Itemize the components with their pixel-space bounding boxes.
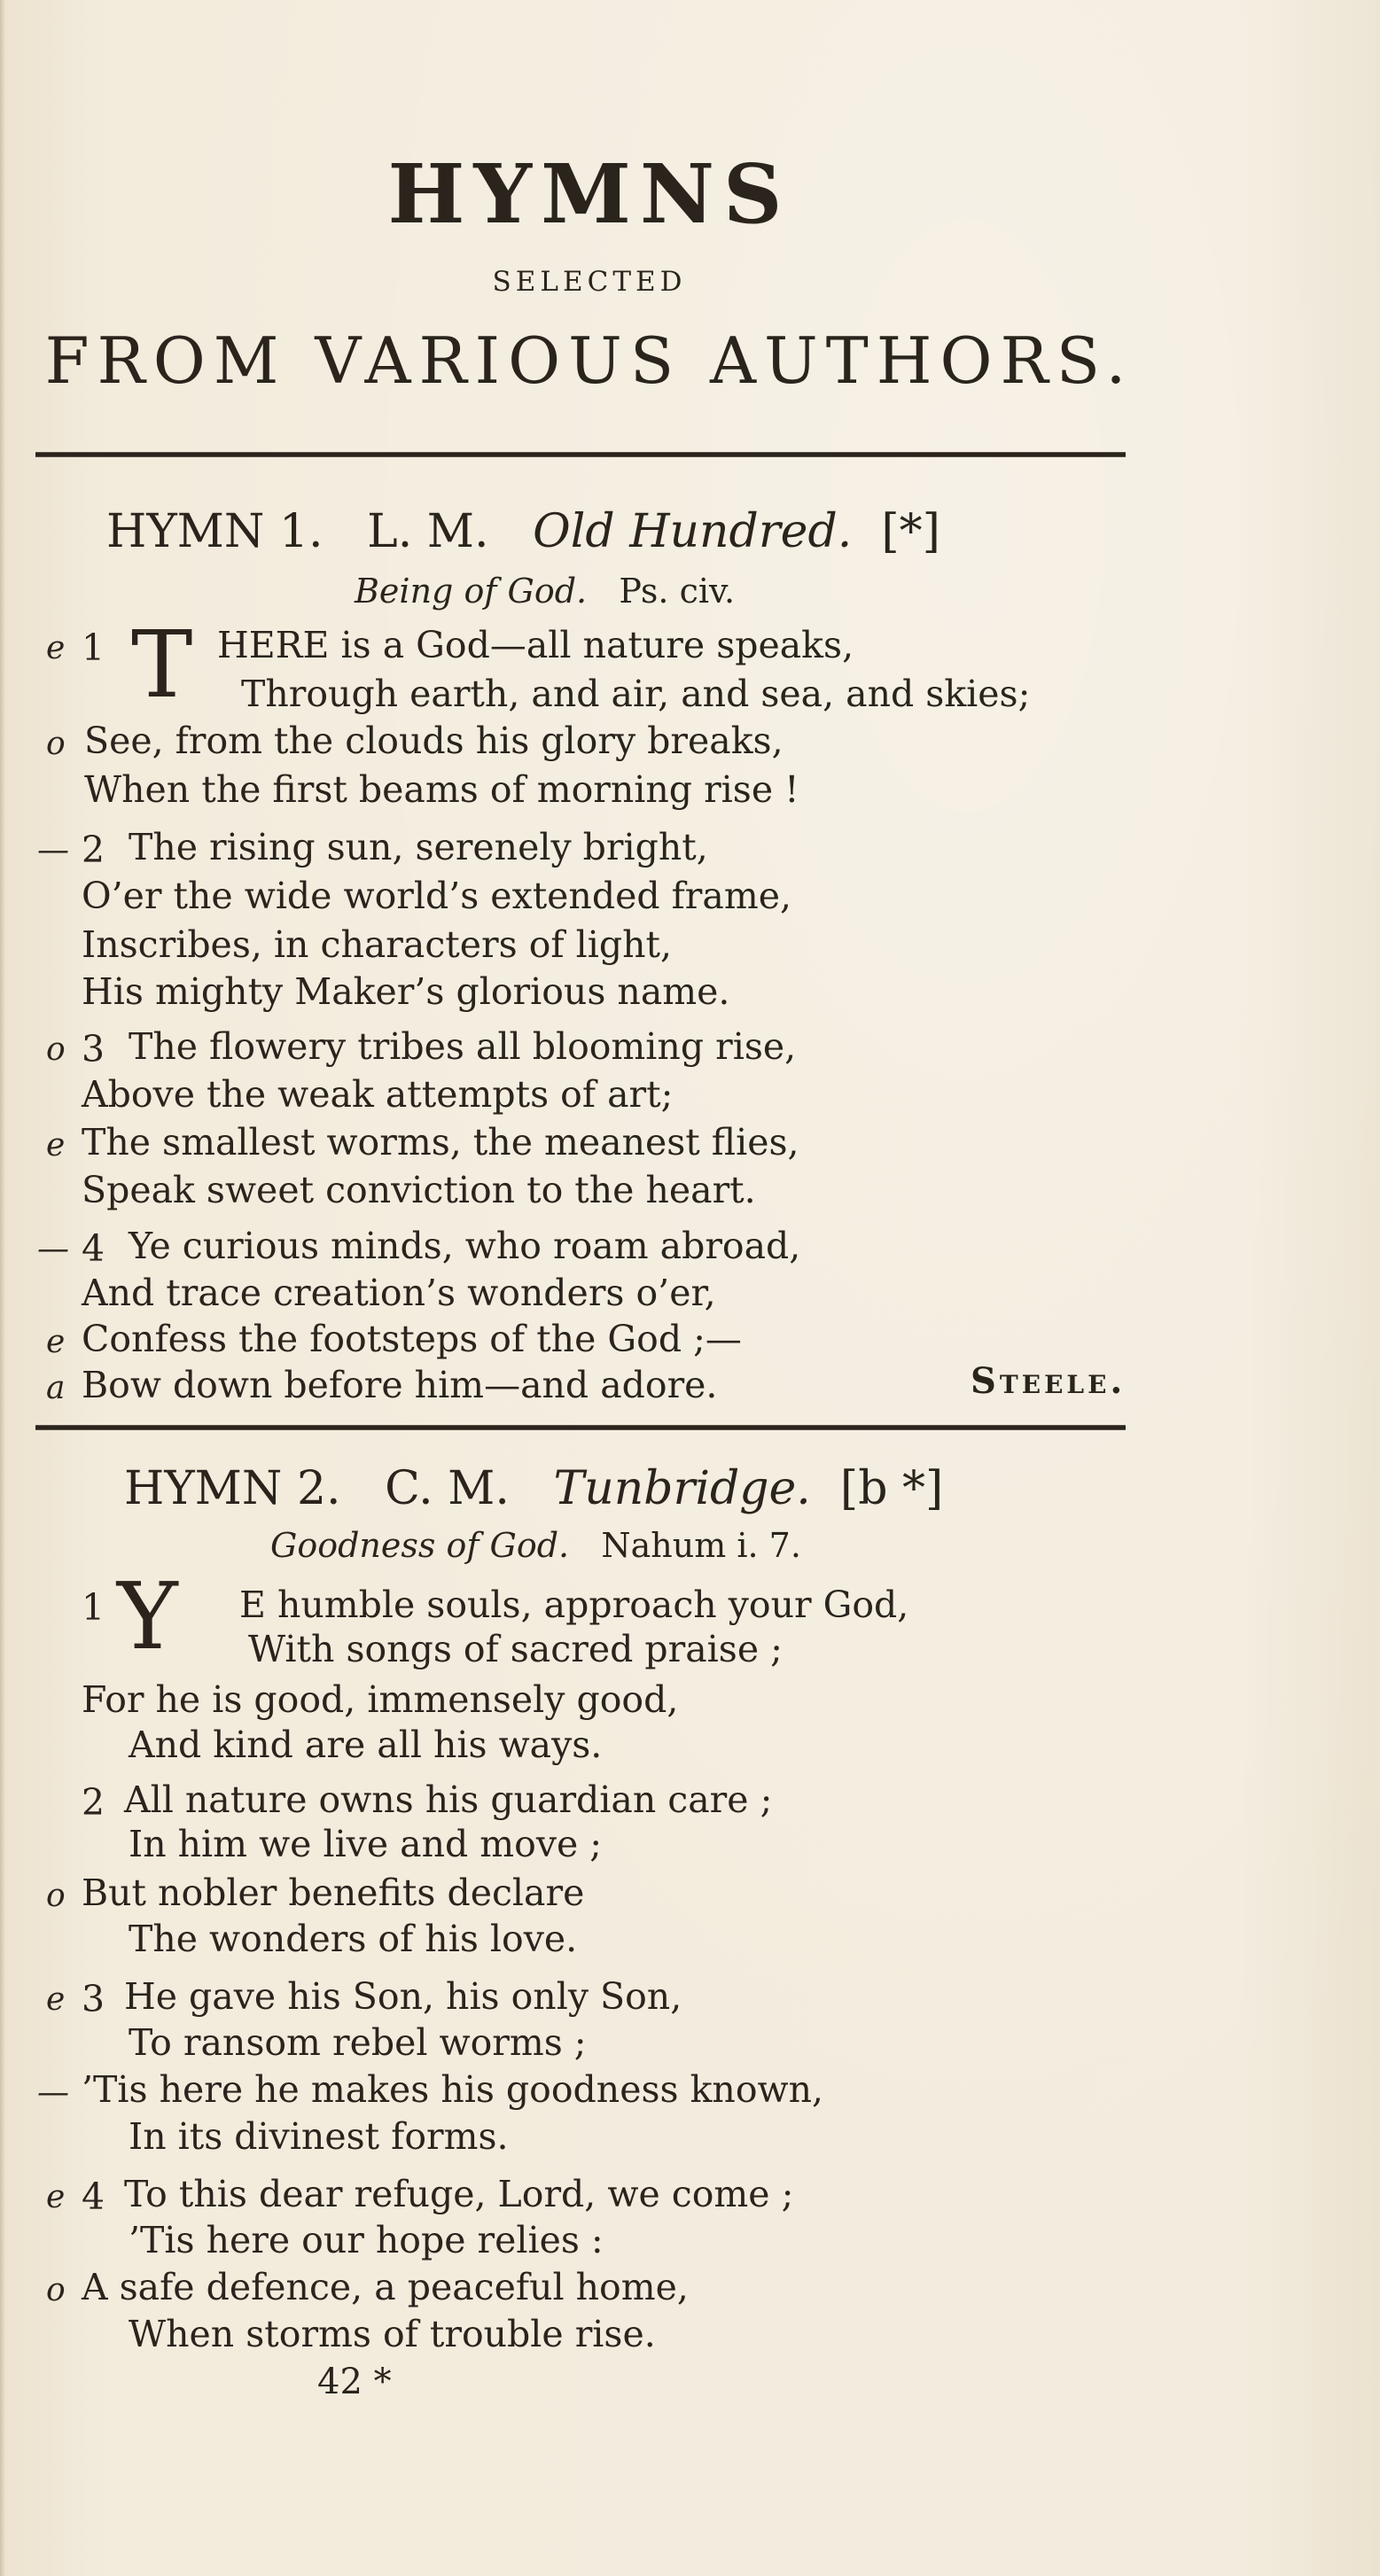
verse-number: 3 bbox=[82, 1978, 105, 2020]
hymn-line: E humble souls, approach your God, bbox=[239, 1584, 909, 1626]
title-sub: SELECTED bbox=[492, 266, 687, 298]
hymn-2-number: HYMN 2. bbox=[124, 1462, 341, 1515]
hymn-1-meter: L. M. bbox=[367, 505, 489, 558]
hymn-line: All nature owns his guardian care ; bbox=[124, 1778, 773, 1821]
verse-number: 4 bbox=[82, 2175, 105, 2218]
hymn-line: HERE is a God—all nature speaks, bbox=[217, 624, 854, 666]
hymn-line: With songs of sacred praise ; bbox=[248, 1628, 783, 1670]
hymn-1-number: HYMN 1. bbox=[106, 505, 324, 558]
hymn-line: When the first beams of morning rise ! bbox=[84, 768, 799, 811]
hymn-line: Above the weak attempts of art; bbox=[82, 1073, 674, 1116]
hymn-line: ’Tis here he makes his goodness known, bbox=[82, 2068, 824, 2111]
hymn-1-subheading bbox=[355, 572, 735, 611]
verse-number: 1 bbox=[82, 1586, 105, 1629]
verse-marker: — bbox=[37, 1231, 69, 1267]
verse-marker: e bbox=[46, 1127, 66, 1163]
hymn-line: See, from the clouds his glory breaks, bbox=[84, 720, 784, 762]
title-rule bbox=[35, 452, 1126, 457]
verse-marker: e bbox=[46, 630, 66, 666]
hymn-line: O’er the wide world’s extended frame, bbox=[82, 875, 792, 917]
hymn-line: His mighty Maker’s glorious name. bbox=[82, 970, 730, 1013]
verse-marker: a bbox=[46, 1370, 66, 1406]
hymn-2-mark: [b *] bbox=[839, 1462, 944, 1515]
hymn-line: And trace creation’s wonders o’er, bbox=[82, 1272, 716, 1314]
hymn-line: ’Tis here our hope relies : bbox=[129, 2219, 604, 2261]
hymn-line: Ye curious minds, who roam abroad, bbox=[129, 1225, 801, 1267]
verse-number: 2 bbox=[82, 1781, 105, 1824]
hymn-line: Confess the footsteps of the God ;— bbox=[82, 1318, 742, 1360]
hymn-line: To this dear refuge, Lord, we come ; bbox=[124, 2173, 794, 2215]
hymn-2-tune: Tunbridge. bbox=[553, 1462, 811, 1515]
title-authors: FROM VARIOUS AUTHORS. bbox=[44, 323, 1134, 398]
hymn-line: Through earth, and air, and sea, and skies; bbox=[241, 673, 1031, 715]
verse-number: 4 bbox=[82, 1227, 105, 1270]
verse-number: 1 bbox=[82, 626, 105, 669]
hymn-line: And kind are all his ways. bbox=[129, 1724, 603, 1766]
hymn-line: The flowery tribes all blooming rise, bbox=[129, 1025, 797, 1068]
hymn-line: Speak sweet conviction to the heart. bbox=[82, 1169, 756, 1211]
hymn-rule bbox=[35, 1425, 1126, 1430]
hymn-1-theme: Being of God. bbox=[355, 572, 588, 611]
verse-marker: e bbox=[46, 2179, 66, 2215]
hymn-line: In him we live and move ; bbox=[129, 1823, 603, 1865]
hymn-line: But nobler benefits declare bbox=[82, 1872, 585, 1914]
hymn-2-dropcap: Y bbox=[117, 1562, 178, 1670]
hymn-1-mark: [*] bbox=[881, 505, 940, 558]
hymn-line: The rising sun, serenely bright, bbox=[129, 826, 708, 868]
verse-marker: — bbox=[37, 2074, 69, 2111]
page-edge bbox=[0, 0, 5, 2576]
hymn-2-theme: Goodness of God. bbox=[270, 1526, 570, 1565]
hymn-1-tune: Old Hundred. bbox=[533, 505, 853, 558]
verse-number: 2 bbox=[82, 829, 105, 871]
verse-number: 3 bbox=[82, 1028, 105, 1070]
hymn-1-author: Steele. bbox=[971, 1360, 1127, 1402]
hymn-line: A safe defence, a peaceful home, bbox=[82, 2266, 689, 2308]
verse-marker: o bbox=[46, 2272, 66, 2308]
verse-marker: o bbox=[46, 1878, 66, 1914]
hymn-line: For he is good, immensely good, bbox=[82, 1678, 679, 1721]
hymn-line: The smallest worms, the meanest flies, bbox=[82, 1121, 799, 1163]
title-main: HYMNS bbox=[387, 146, 791, 242]
verse-marker: e bbox=[46, 1324, 66, 1360]
hymn-line: When storms of trouble rise. bbox=[129, 2313, 656, 2355]
hymn-line: The wonders of his love. bbox=[129, 1918, 578, 1960]
verse-marker: o bbox=[46, 726, 66, 762]
verse-marker: — bbox=[37, 832, 69, 868]
hymn-line: He gave his Son, his only Son, bbox=[124, 1975, 682, 2018]
hymn-1-reference: Ps. civ. bbox=[619, 572, 736, 611]
hymn-line: In its divinest forms. bbox=[129, 2115, 509, 2158]
verse-marker: e bbox=[46, 1981, 66, 2018]
page-signature: 42 * bbox=[317, 2362, 392, 2402]
hymn-line: Bow down before him—and adore. bbox=[82, 1364, 718, 1406]
verse-marker: o bbox=[46, 1031, 66, 1068]
hymn-1-dropcap: T bbox=[131, 611, 193, 719]
hymn-2-heading bbox=[124, 1462, 943, 1515]
hymn-2-subheading bbox=[270, 1526, 801, 1565]
hymn-2-reference: Nahum i. 7. bbox=[601, 1526, 801, 1565]
hymn-2-meter: C. M. bbox=[385, 1462, 510, 1515]
hymn-line: Inscribes, in characters of light, bbox=[82, 923, 672, 966]
hymn-1-heading bbox=[106, 505, 940, 558]
hymn-line: To ransom rebel worms ; bbox=[129, 2021, 587, 2064]
